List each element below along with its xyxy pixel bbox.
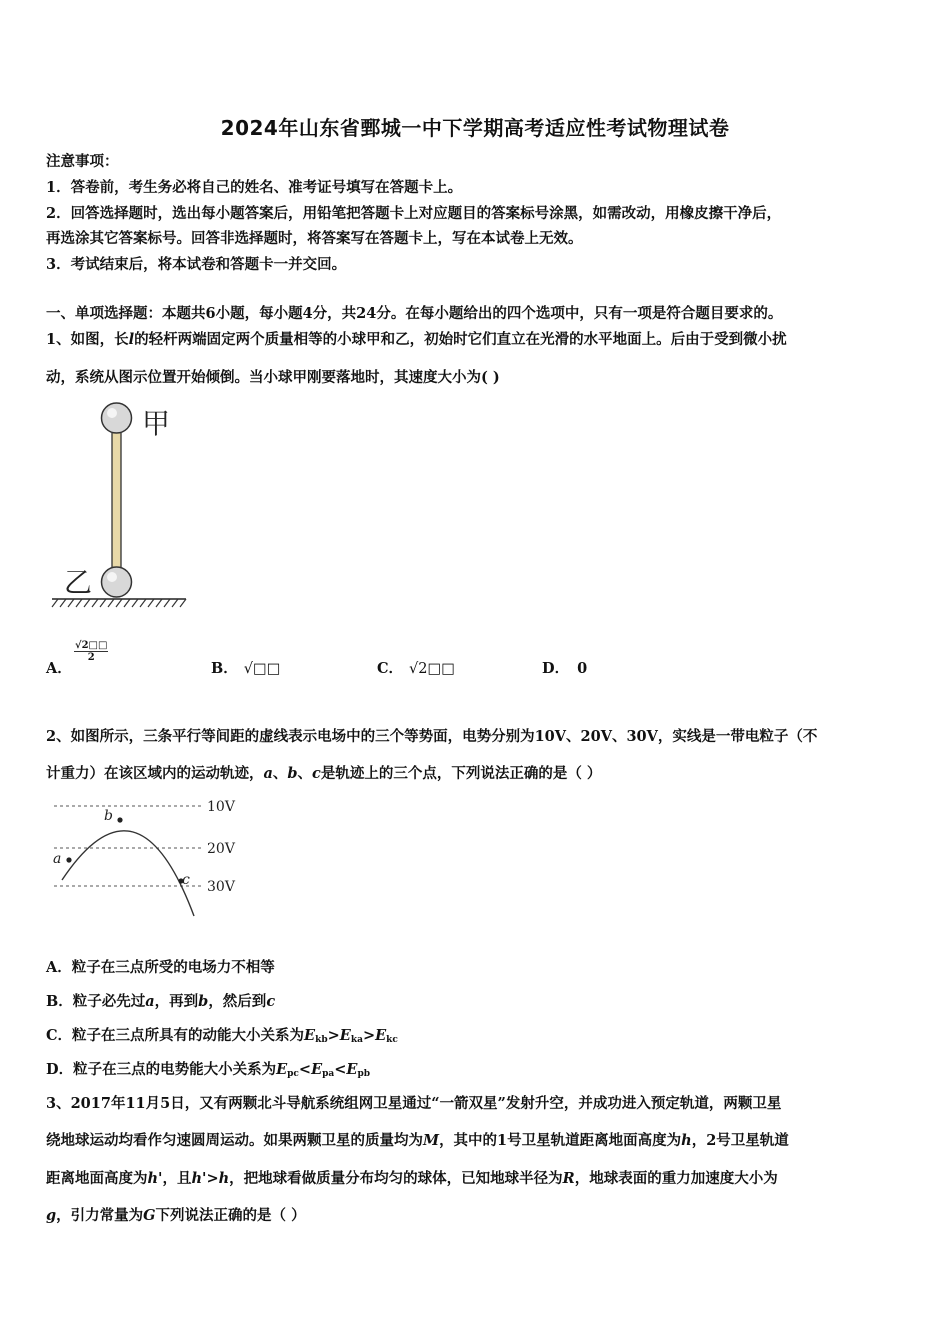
notice-heading: 注意事项： (46, 153, 119, 170)
q1-text: 1、如图，长 (46, 331, 129, 348)
q3-line-1: 3、2017年11月5日，又有两颗北斗导航系统组网卫星通过“一箭双星”发射升空，并成功进入预定轨道，两颗卫星 (46, 1095, 782, 1112)
point-b (117, 817, 122, 822)
trajectory (62, 831, 194, 916)
notice-item-3: 3．考试结束后，将本试卷和答题卡一并交回。 (46, 256, 347, 273)
svg-text:20V: 20V (207, 841, 235, 857)
ball-yi (102, 567, 132, 597)
svg-text:c: c (182, 872, 190, 888)
q3-line-3: 距离地面高度为h'，且h'>h，把地球看做质量分布均匀的球体，已知地球半径为R，地球表面的重力加速度大小为 (46, 1170, 778, 1187)
svg-text:30V: 30V (207, 879, 235, 895)
q2-line-2: 计重力）在该区域内的运动轨迹，a、b、c是轨迹上的三个点，下列说法正确的是（ ） (46, 765, 602, 782)
q2-figure (46, 794, 256, 919)
point-a (66, 857, 71, 862)
q3-line-4: g，引力常量为G下列说法正确的是（ ） (46, 1207, 306, 1224)
q1-text: 的轻杆两端固定两个质量相等的小球甲和乙，初始时它们直立在光滑的水平地面上。后由于受到微小扰 (134, 331, 787, 348)
label-yi: 乙 (64, 566, 93, 599)
q2-option-d[interactable]: D．粒子在三点的电势能大小关系为$E_{pc}<E_{pa}<E_{pb}$ (46, 1061, 371, 1079)
q1-line-2: 动，系统从图示位置开始倾倒。当小球甲刚要落地时，其速度大小为( ) (46, 369, 500, 386)
q1-option-a-fraction: √2□□ 2 (75, 640, 108, 663)
svg-text:10V: 10V (207, 799, 235, 815)
label-jia: 甲 (142, 407, 171, 440)
q1-line-1 (46, 328, 787, 349)
q3-line-2: 绕地球运动均看作匀速圆周运动。如果两颗卫星的质量均为M，其中的1号卫星轨道距离地面高度为h，2号卫星轨道 (46, 1132, 789, 1149)
svg-text:a: a (53, 851, 62, 867)
notice-item-2: 2．回答选择题时，选出每小题答案后，用铅笔把答题卡上对应题目的答案标号涂黑，如需改动，用橡皮擦干净后， (46, 205, 782, 222)
notice-item-2-cont: 再选涂其它答案标号。回答非选择题时，将答案写在答题卡上，写在本试卷上无效。 (46, 230, 583, 247)
ball-jia (102, 403, 132, 433)
section-heading: 一、单项选择题：本题共6小题，每小题4分，共24分。在每小题给出的四个选项中，只有一项是符合题目要求的。 (46, 305, 783, 322)
q1-option-b[interactable]: B． √□□ (211, 660, 281, 677)
q1-option-c[interactable]: C． √2□□ (377, 660, 455, 677)
q2-option-c[interactable]: C．粒子在三点所具有的动能大小关系为$E_{kb}>E_{ka}>E_{kc}$ (46, 1027, 398, 1045)
q2-option-a[interactable]: A．粒子在三点所受的电场力不相等 (46, 959, 275, 976)
q2-line-1: 2、如图所示，三条平行等间距的虚线表示电场中的三个等势面，电势分别为10V、20V、30V，实线是一带电粒子（不 (46, 728, 818, 745)
q1-var-l: l (128, 331, 135, 348)
q1-option-d[interactable]: D． 0 (542, 660, 588, 677)
notice-item-1: 1．答卷前，考生务必将自己的姓名、准考证号填写在答题卡上。 (46, 179, 463, 196)
q2-option-b[interactable]: B．粒子必先过a，再到b，然后到c (46, 993, 276, 1010)
page-title: 2024年山东省鄄城一中下学期高考适应性考试物理试卷 (220, 116, 730, 140)
q1-figure (48, 396, 193, 611)
svg-text:b: b (104, 808, 113, 824)
q1-option-a[interactable]: A． (46, 660, 72, 677)
